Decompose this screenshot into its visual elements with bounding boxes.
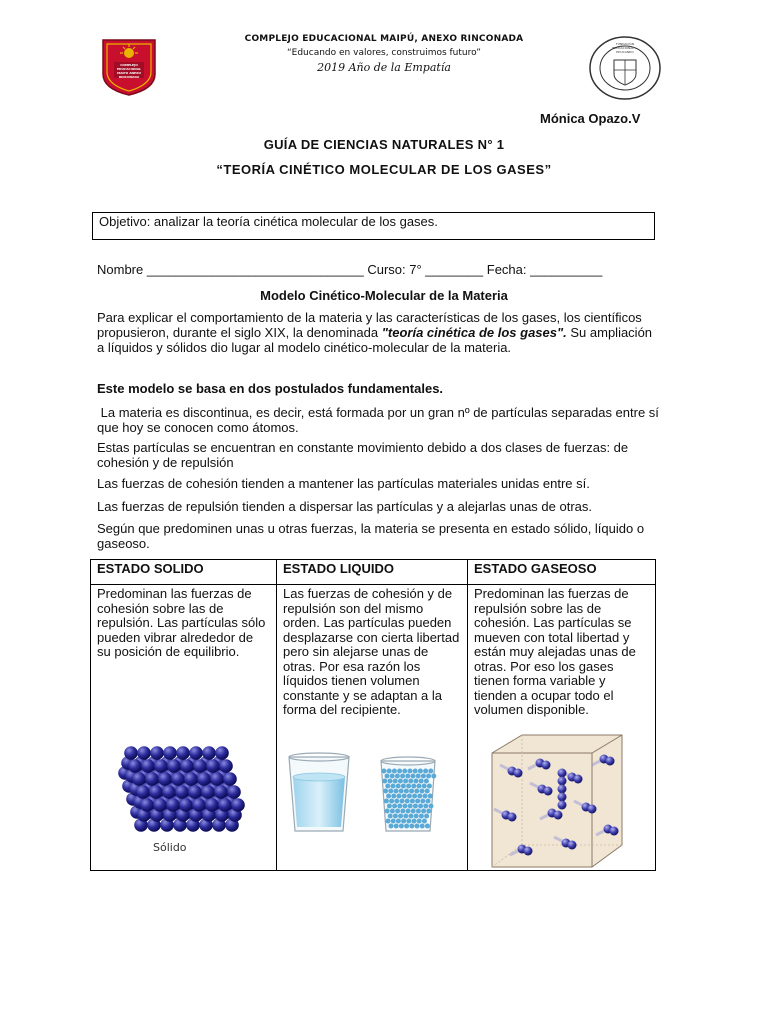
guide-subtitle: “TEORÍA CINÉTICO MOLECULAR DE LOS GASES”: [216, 162, 552, 177]
liquid-particle: [415, 824, 420, 829]
liquid-particle: [403, 814, 408, 819]
intro-paragraph: [97, 310, 662, 355]
gas-particle: [588, 805, 597, 814]
solid-particle: [141, 759, 155, 773]
guide-title: GUÍA DE CIENCIAS NATURALES N° 1: [263, 137, 505, 152]
liquid-particle: [406, 809, 411, 814]
liquid-particle: [391, 819, 396, 824]
liquid-particle: [391, 784, 396, 789]
liquid-particle: [412, 819, 417, 824]
liquid-particle: [421, 774, 426, 779]
gas-particle: [514, 769, 523, 778]
liquid-particle: [412, 794, 417, 799]
solid-particle: [202, 746, 216, 760]
liquid-particle: [388, 789, 393, 794]
solid-particle: [201, 785, 215, 799]
solid-description: Predominan las fuerzas de cohesión sobre las de repulsión. Las partículas sólo pueden vibrar alrededor de su posición de equilibrio.: [97, 586, 266, 659]
solid-particle: [154, 759, 168, 773]
liquid-particle: [409, 824, 414, 829]
paragraph-1: La materia es discontinua, es decir, está formada por un gran nº de partículas separadas entre sí que hoy se conocen como átomos.: [97, 405, 663, 435]
postulates-heading: Este modelo se basa en dos postulados fundamentales.: [97, 381, 444, 396]
liquid-particle: [387, 804, 392, 809]
liquid-particle: [396, 819, 401, 824]
liquid-particle: [416, 774, 421, 779]
solid-caption: Sólido: [153, 841, 187, 854]
student-fields: Nombre ______________________________ Curso: 7° ________ Fecha: __________: [97, 262, 603, 277]
liquid-particle: [399, 789, 404, 794]
liquid-particle: [394, 799, 399, 804]
liquid-particle: [424, 814, 429, 819]
liquid-particle: [419, 814, 424, 819]
liquid-particle: [410, 799, 415, 804]
liquid-particle: [401, 819, 406, 824]
gas-particle: [542, 761, 551, 770]
liquid-particle: [394, 824, 399, 829]
liquid-particle: [402, 769, 407, 774]
liquid-particle: [423, 804, 428, 809]
solid-particle: [140, 798, 154, 812]
liquid-particle: [417, 794, 422, 799]
liquid-particle: [401, 784, 406, 789]
liquid-particle: [408, 804, 413, 809]
liquid-particle: [390, 809, 395, 814]
gas-particle: [568, 841, 577, 850]
paragraph-2: Estas partículas se encuentran en constante movimiento debido a dos clases de fuerzas: de cohesión y de repulsión: [97, 440, 629, 470]
liquid-particle: [385, 809, 390, 814]
paragraph-3: Las fuerzas de cohesión tienden a mantener las partículas materiales unidas entre sí.: [97, 476, 590, 491]
gas-particle: [554, 811, 563, 820]
liquid-particle: [392, 804, 397, 809]
liquid-particle: [400, 799, 405, 804]
liquid-particle: [397, 794, 402, 799]
solid-particle: [179, 798, 193, 812]
liquid-particle: [383, 789, 388, 794]
liquid-particle: [421, 809, 426, 814]
gas-particle: [508, 813, 517, 822]
liquid-particle: [395, 774, 400, 779]
liquid-particle: [428, 794, 433, 799]
solid-particle: [158, 772, 172, 786]
solid-particle: [231, 798, 245, 812]
liquid-glasses-icon: [283, 747, 461, 837]
solid-particle: [176, 746, 190, 760]
solid-particle: [188, 785, 202, 799]
gas-container-icon: [482, 733, 632, 869]
liquid-particle: [404, 789, 409, 794]
cell-liquid: [277, 585, 468, 871]
solid-particle: [132, 772, 146, 786]
solid-particle: [162, 785, 176, 799]
liquid-particle: [391, 794, 396, 799]
liquid-particle: [414, 789, 419, 794]
liquid-particle: [427, 784, 432, 789]
liquid-particle: [411, 809, 416, 814]
intro-emphasis: "teoría cinética de los gases".: [381, 325, 567, 340]
objective-box: Objetivo: analizar la teoría cinética molecular de los gases.: [92, 212, 655, 240]
liquid-particle: [403, 779, 408, 784]
school-motto: “Educando en valores, construimos futuro”: [287, 48, 481, 58]
solid-illustration: [113, 747, 253, 859]
liquid-particle: [420, 789, 425, 794]
paragraph-4: Las fuerzas de repulsión tienden a dispersar las partículas y a alejarlas unas de otras.: [97, 499, 593, 514]
solid-particle: [153, 798, 167, 812]
solid-particle: [206, 759, 220, 773]
gas-particle: [558, 793, 567, 802]
liquid-particle: [422, 784, 427, 789]
liquid-particle: [402, 794, 407, 799]
liquid-particle: [382, 779, 387, 784]
liquid-particle: [418, 804, 423, 809]
liquid-particle: [414, 814, 419, 819]
liquid-particle: [424, 779, 429, 784]
solid-particle: [180, 759, 194, 773]
solid-particle: [145, 772, 159, 786]
gas-particle: [558, 785, 567, 794]
liquid-particle: [414, 779, 419, 784]
solid-particle: [223, 772, 237, 786]
states-table: [90, 559, 656, 871]
liquid-particle: [397, 769, 402, 774]
gas-particle: [544, 787, 553, 796]
header-liquid: ESTADO LIQUIDO: [277, 560, 468, 585]
liquid-particle: [429, 804, 434, 809]
solid-particle: [215, 746, 229, 760]
liquid-particle: [407, 794, 412, 799]
liquid-particle: [420, 824, 425, 829]
liquid-particle: [403, 804, 408, 809]
paragraph-5: Según que predominen unas u otras fuerzas, la materia se presenta en estado sólido, líquido o gaseoso.: [97, 521, 645, 551]
liquid-particle: [431, 774, 436, 779]
solid-particle: [192, 798, 206, 812]
liquid-particle: [419, 779, 424, 784]
header-solid: ESTADO SOLIDO: [91, 560, 277, 585]
solid-particle: [210, 772, 224, 786]
liquid-particle: [386, 819, 391, 824]
liquid-particle: [398, 779, 403, 784]
intro-text-2: Su ampliación a líquidos y sólidos dio lugar al modelo cinético-molecular de la materia.: [97, 325, 653, 355]
year-theme: 2019 Año de la Empatía: [317, 61, 451, 74]
solid-particle: [175, 785, 189, 799]
solid-particle: [205, 798, 219, 812]
solid-particle: [214, 785, 228, 799]
solid-particle: [218, 798, 232, 812]
gas-particle: [558, 801, 567, 810]
liquid-particle: [409, 814, 414, 819]
liquid-particle: [426, 799, 431, 804]
liquid-particle: [408, 779, 413, 784]
liquid-particle: [385, 784, 390, 789]
liquid-particle: [406, 784, 411, 789]
solid-particle: [136, 785, 150, 799]
solid-particle: [171, 772, 185, 786]
liquid-particle: [404, 824, 409, 829]
liquid-particle: [400, 774, 405, 779]
liquid-particle: [389, 824, 394, 829]
solid-particle: [150, 746, 164, 760]
teacher-name: Mónica Opazo.V: [540, 111, 641, 126]
liquid-particle: [387, 769, 392, 774]
liquid-particle: [413, 769, 418, 774]
liquid-particle: [406, 819, 411, 824]
solid-particle: [197, 772, 211, 786]
table-header-row: [91, 560, 656, 585]
foundation-seal-text: FUNDACIÓN EDUCACIONAL ... EDUCANDO: [612, 42, 638, 54]
gas-description: Predominan las fuerzas de repulsión sobre las de cohesión. Las partículas se mueven con total libertad y están muy alejadas unas de otras. Por eso los gases tienen forma variable y tienden a ocupar todo el volumen disponible.: [474, 586, 636, 717]
liquid-particle: [384, 799, 389, 804]
liquid-particle: [422, 819, 427, 824]
table-row: [91, 585, 656, 871]
liquid-particle: [411, 784, 416, 789]
liquid-particle: [408, 769, 413, 774]
liquid-particle: [400, 809, 405, 814]
gas-particle: [524, 847, 533, 856]
liquid-particle: [382, 769, 387, 774]
gas-particle: [606, 757, 615, 766]
liquid-particle: [397, 804, 402, 809]
liquid-particle: [415, 799, 420, 804]
cell-gas: [468, 585, 656, 871]
liquid-particle: [389, 799, 394, 804]
school-logo-text: COMPLEJO EDUCACIONAL MAIPU ANEXO RINCONADA: [116, 63, 142, 79]
liquid-particle: [405, 799, 410, 804]
liquid-particle: [386, 794, 391, 799]
liquid-particle: [393, 779, 398, 784]
liquid-particle: [418, 769, 423, 774]
solid-particle: [227, 785, 241, 799]
liquid-particle: [388, 779, 393, 784]
section-title: Modelo Cinético-Molecular de la Materia: [260, 288, 508, 303]
liquid-particle: [423, 769, 428, 774]
cell-solid: [91, 585, 277, 871]
solid-particle: [167, 759, 181, 773]
liquid-particle: [395, 809, 400, 814]
liquid-particle: [417, 819, 422, 824]
liquid-particle: [416, 809, 421, 814]
solid-particle: [184, 772, 198, 786]
liquid-particle: [413, 804, 418, 809]
liquid-particle: [420, 799, 425, 804]
liquid-particle: [385, 774, 390, 779]
header-gas: ESTADO GASEOSO: [468, 560, 656, 585]
solid-particle: [189, 746, 203, 760]
solid-particle: [137, 746, 151, 760]
liquid-particle: [411, 774, 416, 779]
gas-particle: [558, 777, 567, 786]
solid-particle: [163, 746, 177, 760]
liquid-particle: [409, 789, 414, 794]
liquid-particle: [417, 784, 422, 789]
solid-particle: [166, 798, 180, 812]
solid-particle: [128, 759, 142, 773]
liquid-particle: [426, 774, 431, 779]
solid-particle: [149, 785, 163, 799]
liquid-particle: [393, 814, 398, 819]
liquid-description: Las fuerzas de cohesión y de repulsión son del mismo orden. Las partículas pueden desplazarse con cierta libertad pero sin alejarse unas de otras. Por esa razón los líquidos tienen volumen constante y se adaptan a la forma del recipiente.: [283, 586, 460, 717]
liquid-particle: [423, 794, 428, 799]
intro-text-1: Para explicar el comportamiento de la materia y las características de los gases, los científicos propusieron, durante el siglo XIX, la denominada: [97, 310, 642, 340]
liquid-particle: [425, 789, 430, 794]
liquid-particle: [399, 824, 404, 829]
liquid-particle: [394, 789, 399, 794]
liquid-illustration: [283, 747, 461, 837]
liquid-particle: [396, 784, 401, 789]
liquid-particle: [428, 769, 433, 774]
gas-particle: [574, 775, 583, 784]
solid-particle: [124, 746, 138, 760]
liquid-particle: [426, 809, 431, 814]
gas-particle: [610, 827, 619, 836]
gas-illustration: [482, 733, 632, 869]
liquid-particle: [392, 769, 397, 774]
school-name: COMPLEJO EDUCACIONAL MAIPÚ, ANEXO RINCONADA: [244, 34, 524, 44]
solid-particle: [219, 759, 233, 773]
liquid-particle: [388, 814, 393, 819]
liquid-particle: [390, 774, 395, 779]
liquid-particle: [425, 824, 430, 829]
gas-particle: [558, 769, 567, 778]
liquid-particle: [398, 814, 403, 819]
solid-particle: [193, 759, 207, 773]
liquid-particle: [405, 774, 410, 779]
